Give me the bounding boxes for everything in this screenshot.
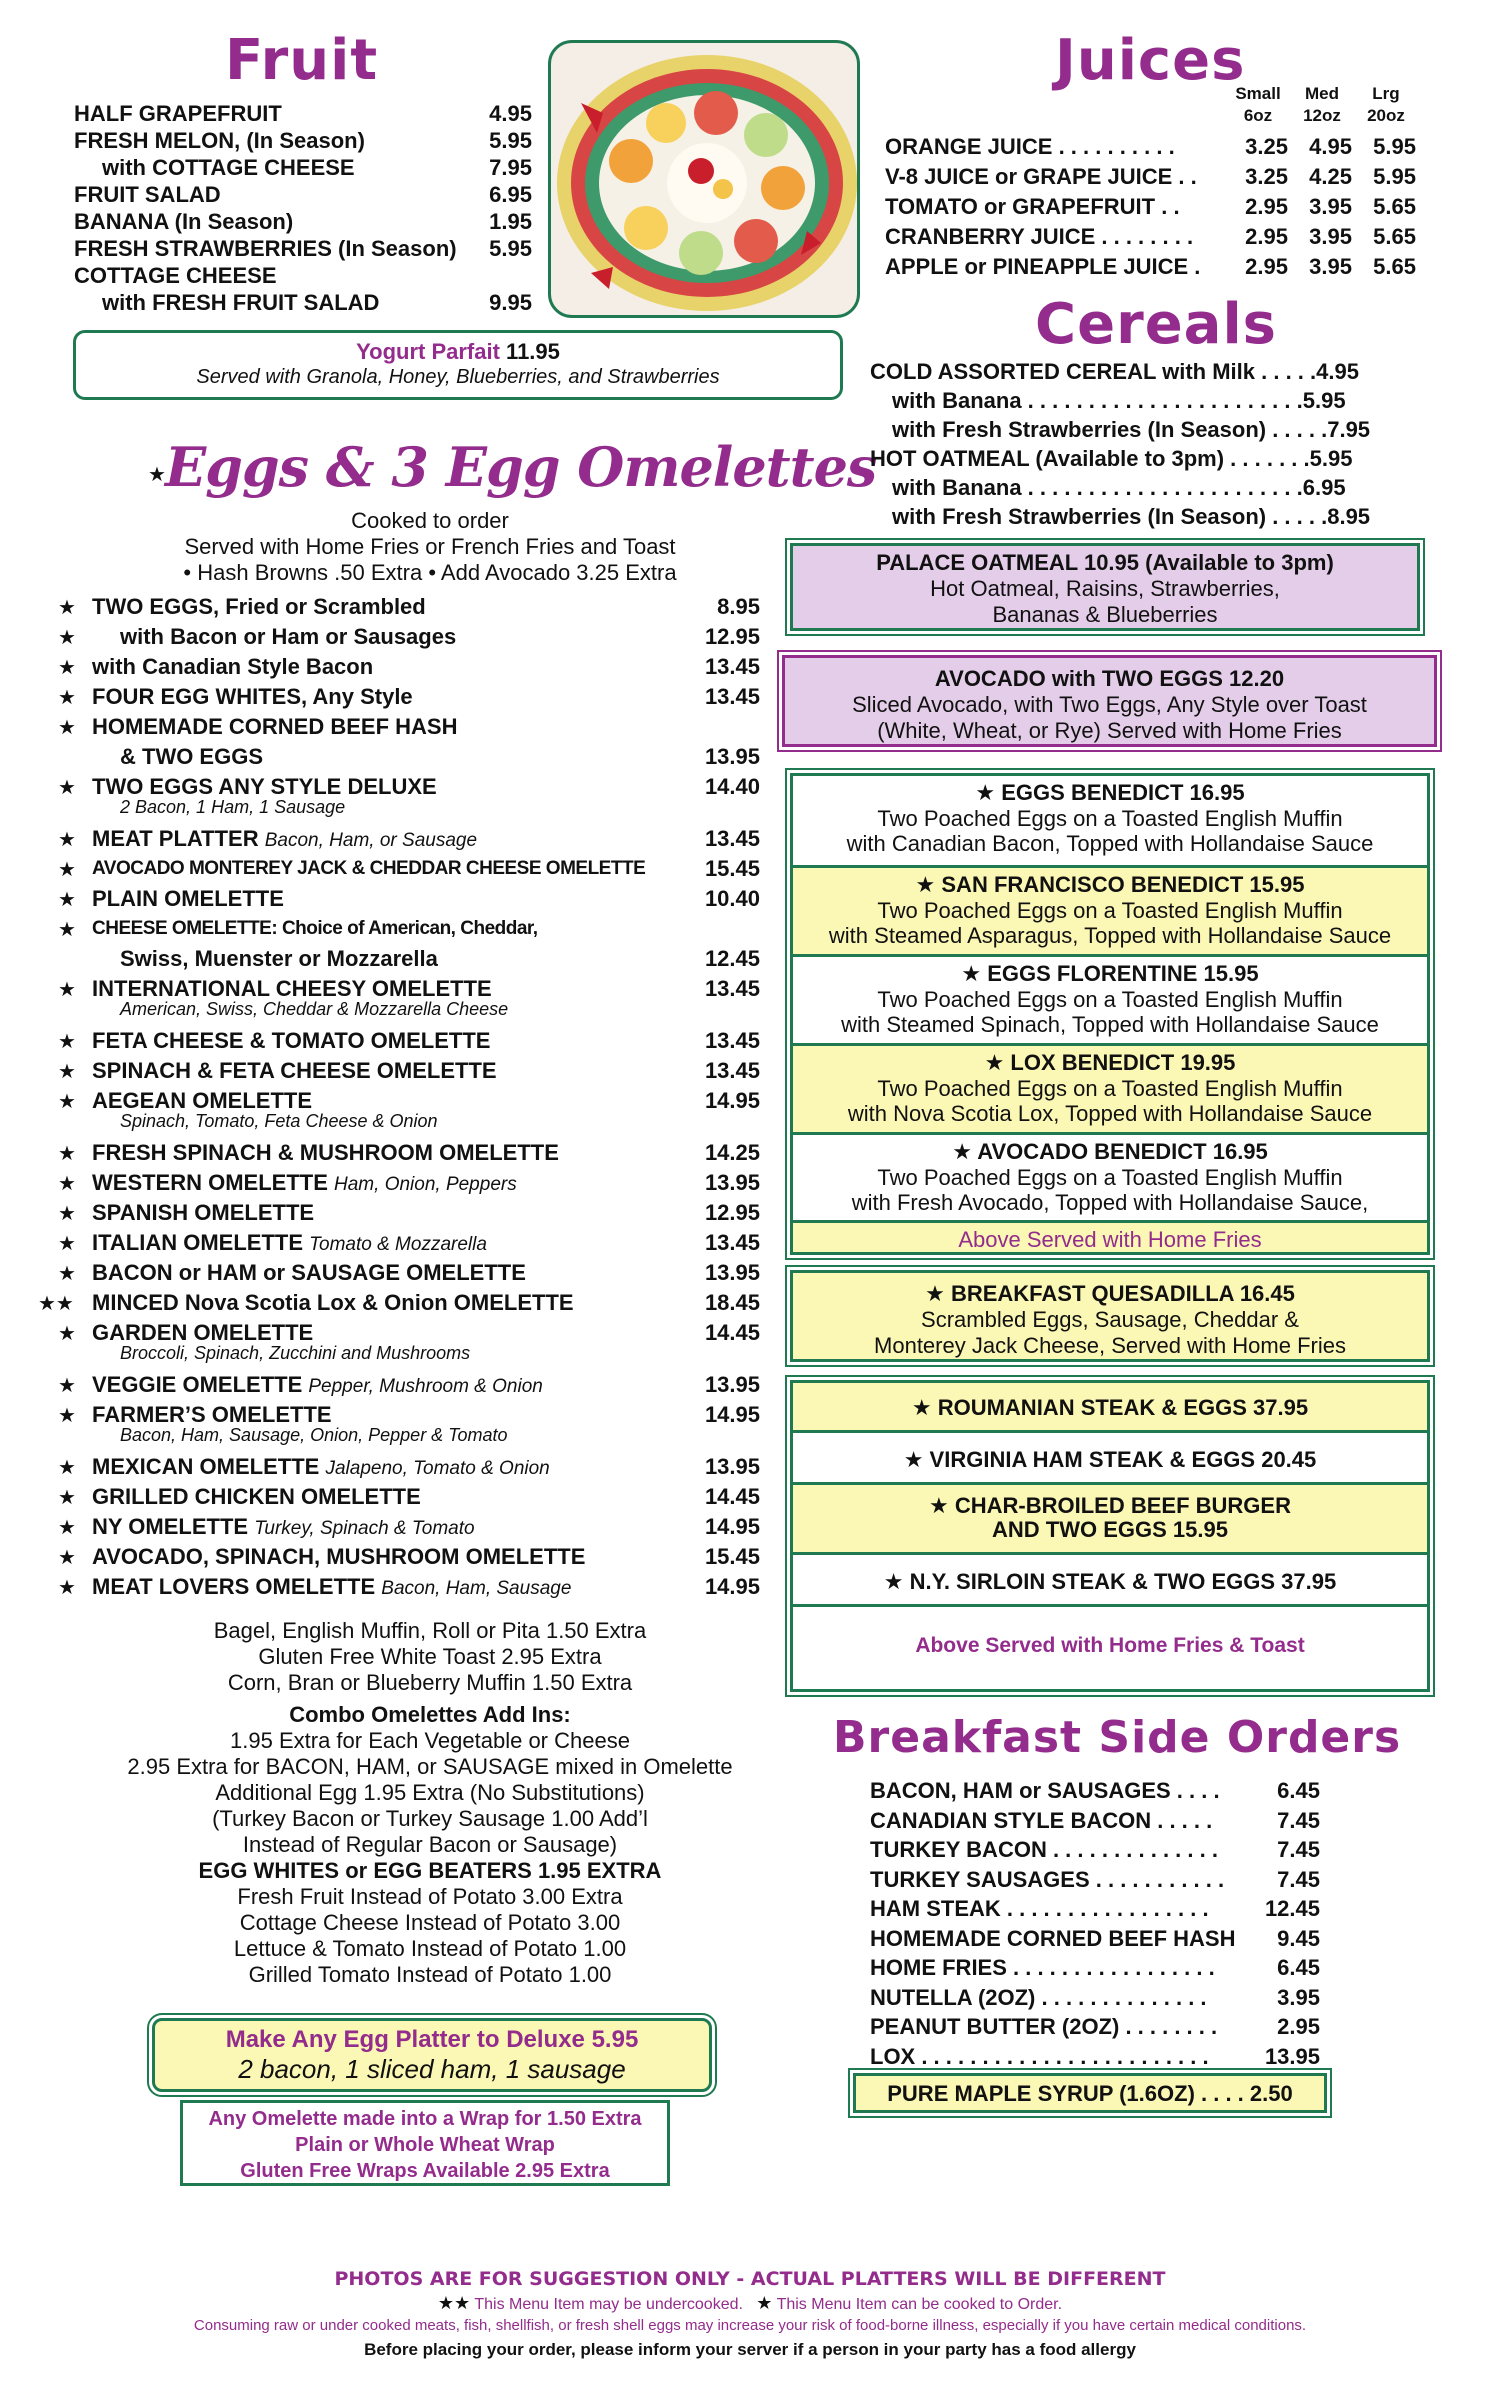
egg-item-sub: 2 Bacon, 1 Ham, 1 Sausage bbox=[120, 797, 346, 817]
footer-photos: PHOTOS ARE FOR SUGGESTION ONLY - ACTUAL PLATTERS WILL BE DIFFERENT bbox=[334, 2268, 1166, 2290]
egg-item bbox=[92, 1289, 574, 1316]
juice-price: 3.95 bbox=[1309, 254, 1352, 279]
egg-star-icon: ★ bbox=[58, 857, 76, 881]
steak-burger-eggs: AND TWO EGGS 15.95 bbox=[992, 1517, 1228, 1542]
side-item-name: HOME FRIES . . . . . . . . . . . . . . . . . bbox=[870, 1955, 1215, 1980]
fruit-item-price: 7.95 bbox=[489, 155, 532, 180]
steak-sirloin: ★ N.Y. SIRLOIN STEAK & TWO EGGS 37.95 bbox=[883, 1569, 1337, 1594]
egg-item bbox=[92, 1139, 559, 1166]
egg-item-price: 13.95 bbox=[704, 1170, 760, 1195]
egg-item-desc: Jalapeno, Tomato & Onion bbox=[325, 1458, 550, 1479]
egg-item-price: 8.95 bbox=[717, 594, 760, 619]
egg-item bbox=[92, 1543, 585, 1570]
egg-item bbox=[92, 1573, 571, 1602]
eggs-served-with: Served with Home Fries or French Fries and Toast bbox=[184, 534, 676, 559]
side-item-price: 13.95 bbox=[1264, 2043, 1320, 2069]
egg-item-price: 12.45 bbox=[704, 946, 760, 971]
benedict-item bbox=[793, 1132, 1427, 1221]
egg-star-icon: ★ bbox=[58, 715, 76, 739]
juice-ounce-label: 6oz bbox=[1243, 106, 1273, 125]
egg-item-price: 14.45 bbox=[704, 1320, 760, 1345]
egg-item bbox=[92, 713, 457, 740]
parfait-box bbox=[73, 330, 843, 400]
egg-item-name: TWO EGGS, Fried or Scrambled bbox=[92, 594, 426, 619]
egg-star-icon: ★ bbox=[58, 1455, 76, 1479]
juice-price: 5.65 bbox=[1373, 224, 1416, 249]
egg-item-price: 14.95 bbox=[704, 1514, 760, 1539]
wrap-line-1: Any Omelette made into a Wrap for 1.50 Extra bbox=[208, 2108, 642, 2130]
egg-star-icon: ★ bbox=[58, 1029, 76, 1053]
egg-item-name: MINCED Nova Scotia Lox & Onion OMELETTE bbox=[92, 1290, 574, 1315]
fruit-item-price: 6.95 bbox=[489, 182, 532, 207]
side-item-name: PEANUT BUTTER (2OZ) . . . . . . . . bbox=[870, 2014, 1218, 2039]
egg-item bbox=[92, 1513, 475, 1542]
juice-name: V-8 JUICE or GRAPE JUICE . . bbox=[885, 164, 1197, 189]
side-item-price: 12.45 bbox=[1264, 1896, 1320, 1921]
egg-star-icon: ★ bbox=[58, 1403, 76, 1427]
footer-star-legend bbox=[0, 2293, 1500, 2314]
benedict-line-2: with Fresh Avocado, Topped with Hollandaise Sauce, bbox=[851, 1190, 1369, 1215]
egg-item-desc: Tomato & Mozzarella bbox=[309, 1234, 487, 1255]
egg-item bbox=[92, 1229, 487, 1258]
side-item-price: 7.45 bbox=[1277, 1837, 1320, 1862]
egg-item-price: 15.45 bbox=[704, 856, 760, 881]
deluxe-box bbox=[152, 2018, 712, 2092]
fruit-item-name: with FRESH FRUIT SALAD bbox=[102, 290, 380, 315]
egg-item bbox=[92, 825, 477, 854]
avocado-eggs-line-2: (White, Wheat, or Rye) Served with Home Fries bbox=[877, 718, 1342, 743]
egg-star-icon: ★ bbox=[58, 1089, 76, 1113]
juice-size-label: Lrg bbox=[1372, 84, 1400, 103]
eggs-cooked-to-order: Cooked to order bbox=[351, 508, 509, 533]
egg-item bbox=[92, 1319, 313, 1346]
juice-price: 5.65 bbox=[1373, 254, 1416, 279]
egg-item-price: 14.25 bbox=[704, 1140, 760, 1165]
juice-ounce-label: 12oz bbox=[1303, 106, 1341, 125]
palace-line-1: Hot Oatmeal, Raisins, Strawberries, bbox=[930, 576, 1280, 601]
steak-roumanian: ★ ROUMANIAN STEAK & EGGS 37.95 bbox=[911, 1395, 1309, 1420]
benedict-line-2: with Steamed Asparagus, Topped with Hollandaise Sauce bbox=[828, 923, 1392, 948]
egg-item-name: Swiss, Muenster or Mozzarella bbox=[120, 946, 438, 971]
parfait-title bbox=[76, 339, 840, 364]
juice-price: 5.95 bbox=[1373, 134, 1416, 159]
fruit-item-price: 5.95 bbox=[489, 236, 532, 261]
fruit-item-name: HALF GRAPEFRUIT bbox=[74, 101, 282, 126]
parfait-name: Yogurt Parfait bbox=[356, 339, 500, 364]
juice-name: APPLE or PINEAPPLE JUICE . bbox=[885, 254, 1201, 279]
fruit-item-price: 9.95 bbox=[489, 290, 532, 315]
substitution-note: Lettuce & Tomato Instead of Potato 1.00 bbox=[233, 1936, 627, 1961]
steak-burger: ★ CHAR-BROILED BEEF BURGER bbox=[929, 1493, 1291, 1518]
egg-item bbox=[92, 915, 538, 942]
egg-item bbox=[92, 1453, 550, 1482]
side-item-price: 7.45 bbox=[1277, 1866, 1320, 1892]
egg-item-name: AEGEAN OMELETTE bbox=[92, 1088, 313, 1113]
benedict-line-1: Two Poached Eggs on a Toasted English Muffin bbox=[877, 806, 1343, 831]
benedicts-box bbox=[790, 773, 1430, 1255]
benedict-item bbox=[793, 776, 1427, 865]
egg-item-name: PLAIN OMELETTE bbox=[92, 886, 284, 911]
egg-item bbox=[92, 1259, 526, 1286]
egg-item-name: BACON or HAM or SAUSAGE OMELETTE bbox=[92, 1260, 526, 1285]
cereals-title: Cereals bbox=[1035, 292, 1277, 357]
combo-note: (Turkey Bacon or Turkey Sausage 1.00 Add’l bbox=[212, 1806, 648, 1831]
egg-star-icon: ★ bbox=[58, 1515, 76, 1539]
egg-star-icon: ★★ bbox=[38, 1291, 74, 1315]
benedict-line-1: Two Poached Eggs on a Toasted English Muffin bbox=[877, 987, 1343, 1012]
quesadilla-line-2: Monterey Jack Cheese, Served with Home Fries bbox=[874, 1333, 1346, 1358]
juice-size-label: Small bbox=[1235, 84, 1281, 103]
egg-item-price: 14.95 bbox=[704, 1402, 760, 1427]
egg-item bbox=[120, 743, 263, 770]
benedict-line-1: Two Poached Eggs on a Toasted English Muffin bbox=[877, 1165, 1343, 1190]
side-item-name: NUTELLA (2OZ) . . . . . . . . . . . . . . bbox=[870, 1984, 1207, 2010]
benedict-item bbox=[793, 865, 1427, 954]
egg-item-name: SPANISH OMELETTE bbox=[92, 1200, 315, 1225]
egg-item bbox=[120, 945, 438, 972]
egg-item-name: FARMER’S OMELETTE bbox=[92, 1402, 332, 1427]
cereal-item: with Banana . . . . . . . . . . . . . . . . . . . . . . .5.95 bbox=[892, 388, 1346, 413]
egg-item bbox=[92, 1371, 543, 1400]
egg-item-price: 13.95 bbox=[704, 744, 760, 769]
egg-item bbox=[92, 683, 413, 710]
benedict-line-2: with Steamed Spinach, Topped with Hollandaise Sauce bbox=[841, 1012, 1379, 1037]
fruit-salad-photo bbox=[548, 40, 860, 318]
egg-item-name: AVOCADO, SPINACH, MUSHROOM OMELETTE bbox=[92, 1544, 586, 1569]
egg-item-price: 13.45 bbox=[704, 684, 760, 709]
fruit-item-name: FRESH STRAWBERRIES (In Season) bbox=[74, 236, 457, 261]
egg-item bbox=[92, 593, 426, 620]
egg-item-name: MEAT LOVERS OMELETTE bbox=[92, 1574, 376, 1599]
egg-item-name: VEGGIE OMELETTE bbox=[92, 1372, 303, 1397]
egg-item-name: MEXICAN OMELETTE bbox=[92, 1454, 320, 1479]
egg-item-price: 13.95 bbox=[704, 1454, 760, 1479]
egg-item bbox=[92, 1199, 314, 1226]
wrap-line-2: Plain or Whole Wheat Wrap bbox=[295, 2134, 555, 2156]
benedict-line-2: with Canadian Bacon, Topped with Hollandaise Sauce bbox=[846, 831, 1374, 856]
steaks-note: Above Served with Home Fries & Toast bbox=[915, 1634, 1305, 1657]
egg-item-name: FETA CHEESE & TOMATO OMELETTE bbox=[92, 1028, 491, 1053]
fruit-item-name: BANANA (In Season) bbox=[74, 209, 294, 234]
egg-star-icon: ★ bbox=[58, 775, 76, 799]
egg-star-icon: ★ bbox=[58, 1261, 76, 1285]
juice-name: ORANGE JUICE . . . . . . . . . . bbox=[885, 134, 1175, 159]
benedict-title: ★ AVOCADO BENEDICT 16.95 bbox=[952, 1139, 1268, 1164]
egg-item-price: 13.95 bbox=[704, 1372, 760, 1397]
juice-price: 3.25 bbox=[1245, 134, 1288, 159]
egg-item-name: FOUR EGG WHITES, Any Style bbox=[92, 684, 413, 709]
egg-item-price: 13.45 bbox=[704, 1058, 760, 1083]
benedict-title: ★ EGGS FLORENTINE 15.95 bbox=[961, 961, 1259, 986]
egg-item bbox=[92, 1169, 517, 1198]
quesadilla-box bbox=[790, 1270, 1430, 1362]
footer-cooked-to-order: This Menu Item can be cooked to Order. bbox=[776, 2296, 1063, 2313]
benedict-line-2: with Nova Scotia Lox, Topped with Hollandaise Sauce bbox=[847, 1101, 1373, 1126]
wrap-line-3: Gluten Free Wraps Available 2.95 Extra bbox=[240, 2160, 610, 2182]
side-item-name: LOX . . . . . . . . . . . . . . . . . . . . . . . . bbox=[870, 2043, 1209, 2069]
side-item-price: 3.95 bbox=[1277, 1984, 1320, 2010]
egg-item-price: 14.95 bbox=[704, 1574, 760, 1599]
maple-syrup: PURE MAPLE SYRUP (1.6OZ) . . . . 2.50 bbox=[887, 2081, 1293, 2106]
palace-title: PALACE OATMEAL 10.95 (Available to 3pm) bbox=[876, 550, 1334, 575]
side-item-price: 6.45 bbox=[1277, 1778, 1320, 1803]
fruit-item-price: 4.95 bbox=[489, 101, 532, 126]
eggs-title: Eggs & 3 Egg Omelettes bbox=[165, 435, 877, 499]
egg-item-price: 14.95 bbox=[704, 1088, 760, 1113]
juice-name: CRANBERRY JUICE . . . . . . . . bbox=[885, 224, 1194, 249]
egg-item-price: 10.40 bbox=[704, 886, 760, 911]
benedict-note: Above Served with Home Fries bbox=[793, 1220, 1427, 1252]
fruit-item-name: with COTTAGE CHEESE bbox=[102, 155, 355, 180]
fruit-item-name: FRUIT SALAD bbox=[74, 182, 221, 207]
egg-item-price: 14.45 bbox=[704, 1484, 760, 1509]
egg-item-price: 12.95 bbox=[704, 624, 760, 649]
egg-star-icon: ★ bbox=[58, 1059, 76, 1083]
juice-price: 3.95 bbox=[1309, 194, 1352, 219]
eggs-title-star: ★ bbox=[148, 462, 166, 486]
egg-item-price: 13.45 bbox=[704, 826, 760, 851]
cereal-item: with Fresh Strawberries (In Season) . . . . .7.95 bbox=[892, 417, 1371, 442]
egg-item-name: NY OMELETTE bbox=[92, 1514, 249, 1539]
substitution-note: Cottage Cheese Instead of Potato 3.00 bbox=[239, 1910, 621, 1935]
fruit-item-name: COTTAGE CHEESE bbox=[74, 263, 277, 288]
cereal-item: with Fresh Strawberries (In Season) . . . . .8.95 bbox=[892, 504, 1371, 529]
deluxe-title: Make Any Egg Platter to Deluxe 5.95 bbox=[225, 2026, 639, 2053]
steaks-box bbox=[790, 1380, 1430, 1692]
egg-item bbox=[92, 1087, 312, 1114]
egg-item-desc: Ham, Onion, Peppers bbox=[334, 1174, 517, 1195]
egg-star-icon: ★ bbox=[58, 1231, 76, 1255]
juice-price: 2.95 bbox=[1245, 254, 1288, 279]
avocado-eggs-line-1: Sliced Avocado, with Two Eggs, Any Style over Toast bbox=[852, 692, 1367, 717]
egg-item bbox=[92, 975, 492, 1002]
egg-item-desc: Turkey, Spinach & Tomato bbox=[254, 1518, 475, 1539]
benedict-line-1: Two Poached Eggs on a Toasted English Muffin bbox=[877, 898, 1343, 923]
egg-item bbox=[92, 1483, 421, 1510]
side-item-name: HAM STEAK . . . . . . . . . . . . . . . . . bbox=[870, 1896, 1209, 1921]
egg-item-name: CHEESE OMELETTE: Choice of American, Cheddar, bbox=[92, 918, 538, 939]
egg-star-icon: ★ bbox=[58, 887, 76, 911]
egg-item-name: FRESH SPINACH & MUSHROOM OMELETTE bbox=[92, 1140, 559, 1165]
egg-item-price: 18.45 bbox=[704, 1290, 760, 1315]
deluxe-desc: 2 bacon, 1 sliced ham, 1 sausage bbox=[238, 2054, 626, 2084]
benedict-title: ★ EGGS BENEDICT 16.95 bbox=[975, 780, 1245, 805]
egg-star-icon: ★ bbox=[58, 1485, 76, 1509]
palace-oatmeal-box bbox=[790, 543, 1420, 631]
egg-star-icon: ★ bbox=[58, 917, 76, 941]
footer-allergy: Before placing your order, please inform your server if a person in your party has a food allergy bbox=[364, 2340, 1136, 2359]
juice-price: 5.65 bbox=[1373, 194, 1416, 219]
egg-star-icon: ★ bbox=[58, 595, 76, 619]
egg-item bbox=[92, 885, 284, 912]
egg-item-price: 13.45 bbox=[704, 1028, 760, 1053]
side-item-name: TURKEY BACON . . . . . . . . . . . . . . bbox=[870, 1837, 1218, 1862]
juice-name: TOMATO or GRAPEFRUIT . . bbox=[885, 194, 1180, 219]
maple-syrup-box bbox=[853, 2073, 1327, 2113]
fruit-item-price: 5.95 bbox=[489, 128, 532, 153]
egg-item-desc: Bacon, Ham, or Sausage bbox=[264, 830, 478, 851]
juice-price: 4.95 bbox=[1309, 134, 1352, 159]
egg-item-name: AVOCADO MONTEREY JACK & CHEDDAR CHEESE OMELETTE bbox=[92, 858, 646, 879]
egg-whites-note: EGG WHITES or EGG BEATERS 1.95 EXTRA bbox=[198, 1858, 662, 1883]
egg-item bbox=[92, 1027, 490, 1054]
egg-item bbox=[92, 773, 437, 800]
steak-virginia-ham: ★ VIRGINIA HAM STEAK & EGGS 20.45 bbox=[903, 1447, 1317, 1472]
side-item-name: TURKEY SAUSAGES . . . . . . . . . . . bbox=[870, 1866, 1225, 1892]
egg-item-name: with Bacon or Ham or Sausages bbox=[120, 624, 457, 649]
egg-item-sub: American, Swiss, Cheddar & Mozzarella Cheese bbox=[120, 999, 509, 1019]
side-item-name: HOMEMADE CORNED BEEF HASH bbox=[870, 1925, 1236, 1951]
benedict-item bbox=[793, 1043, 1427, 1132]
egg-item bbox=[92, 1057, 497, 1084]
egg-item-desc: Pepper, Mushroom & Onion bbox=[308, 1376, 543, 1397]
egg-item-price: 13.45 bbox=[704, 1230, 760, 1255]
juice-price: 5.95 bbox=[1373, 164, 1416, 189]
juice-price: 3.25 bbox=[1245, 164, 1288, 189]
egg-item-price: 13.45 bbox=[704, 976, 760, 1001]
quesadilla-title: ★ BREAKFAST QUESADILLA 16.45 bbox=[925, 1281, 1295, 1306]
egg-star-icon: ★ bbox=[58, 1141, 76, 1165]
egg-item-price: 13.45 bbox=[704, 654, 760, 679]
egg-item bbox=[92, 653, 373, 680]
benedict-title: ★ LOX BENEDICT 19.95 bbox=[984, 1050, 1236, 1075]
egg-item-name: MEAT PLATTER bbox=[92, 826, 259, 851]
benedict-title: ★ SAN FRANCISCO BENEDICT 15.95 bbox=[915, 872, 1305, 897]
eggs-extras: • Hash Browns .50 Extra • Add Avocado 3.25 Extra bbox=[183, 560, 677, 585]
egg-item bbox=[92, 1401, 332, 1428]
juice-size-label: Med bbox=[1305, 84, 1339, 103]
egg-star-icon: ★ bbox=[58, 625, 76, 649]
egg-item-name: ITALIAN OMELETTE bbox=[92, 1230, 304, 1255]
egg-star-icon: ★ bbox=[58, 1171, 76, 1195]
combo-note: 2.95 Extra for BACON, HAM, or SAUSAGE mixed in Omelette bbox=[127, 1754, 733, 1779]
egg-star-icon: ★ bbox=[58, 1201, 76, 1225]
parfait-price: 11.95 bbox=[506, 339, 560, 364]
combo-note: Additional Egg 1.95 Extra (No Substitutions) bbox=[215, 1780, 645, 1805]
side-item-price: 9.45 bbox=[1277, 1925, 1320, 1951]
benedict-line-1: Two Poached Eggs on a Toasted English Muffin bbox=[877, 1076, 1343, 1101]
egg-star-icon: ★ bbox=[58, 1575, 76, 1599]
juices-title: Juices bbox=[1055, 28, 1246, 93]
egg-extra-note: Bagel, English Muffin, Roll or Pita 1.50 Extra bbox=[213, 1618, 647, 1643]
juice-price: 2.95 bbox=[1245, 194, 1288, 219]
egg-star-icon: ★ bbox=[58, 827, 76, 851]
egg-item-desc: Bacon, Ham, Sausage bbox=[381, 1578, 572, 1599]
benedict-item bbox=[793, 954, 1427, 1043]
egg-item-name: GARDEN OMELETTE bbox=[92, 1320, 314, 1345]
egg-item-name: SPINACH & FETA CHEESE OMELETTE bbox=[92, 1058, 497, 1083]
side-item-price: 6.45 bbox=[1277, 1955, 1320, 1980]
juice-price: 4.25 bbox=[1309, 164, 1352, 189]
combo-note: Instead of Regular Bacon or Sausage) bbox=[242, 1832, 618, 1857]
egg-extra-note: Corn, Bran or Blueberry Muffin 1.50 Extra bbox=[227, 1670, 633, 1695]
egg-item-sub: Broccoli, Spinach, Zucchini and Mushrooms bbox=[120, 1343, 471, 1363]
cereal-item: with Banana . . . . . . . . . . . . . . . . . . . . . . .6.95 bbox=[892, 475, 1346, 500]
substitution-note: Fresh Fruit Instead of Potato 3.00 Extra bbox=[237, 1884, 623, 1909]
combo-note: 1.95 Extra for Each Vegetable or Cheese bbox=[230, 1728, 630, 1753]
footer-raw-warning: Consuming raw or under cooked meats, fish, shellfish, or fresh shell eggs may increase your risk of food-borne illness, especially if you have certain medical conditions. bbox=[193, 2317, 1307, 2334]
footer-undercooked: This Menu Item may be undercooked. bbox=[474, 2296, 743, 2313]
egg-extra-note: Gluten Free White Toast 2.95 Extra bbox=[258, 1644, 602, 1669]
egg-star-icon: ★ bbox=[58, 1545, 76, 1569]
fruit-item-name: FRESH MELON, (In Season) bbox=[74, 128, 365, 153]
egg-item-name: INTERNATIONAL CHEESY OMELETTE bbox=[92, 976, 492, 1001]
side-item-name: BACON, HAM or SAUSAGES . . . . bbox=[870, 1778, 1220, 1803]
substitution-note: Grilled Tomato Instead of Potato 1.00 bbox=[248, 1962, 612, 1987]
egg-item-name: TWO EGGS ANY STYLE DELUXE bbox=[92, 774, 437, 799]
egg-item-name: GRILLED CHICKEN OMELETTE bbox=[92, 1484, 421, 1509]
wrap-box bbox=[180, 2100, 670, 2186]
two-star-icon: ★★ bbox=[437, 2293, 471, 2313]
cereal-item: COLD ASSORTED CEREAL with Milk . . . . .4.95 bbox=[870, 359, 1359, 384]
avocado-eggs-box bbox=[782, 655, 1437, 747]
side-item-name: CANADIAN STYLE BACON . . . . . bbox=[870, 1807, 1213, 1833]
side-item-price: 7.45 bbox=[1277, 1807, 1320, 1833]
parfait-description: Served with Granola, Honey, Blueberries, and Strawberries bbox=[196, 366, 720, 388]
side-item-price: 2.95 bbox=[1277, 2014, 1320, 2039]
egg-item-name: & TWO EGGS bbox=[120, 744, 263, 769]
juice-price: 2.95 bbox=[1245, 224, 1288, 249]
egg-item-sub: Bacon, Ham, Sausage, Onion, Pepper & Tomato bbox=[120, 1425, 508, 1445]
egg-item bbox=[92, 855, 645, 882]
avocado-eggs-title: AVOCADO with TWO EGGS 12.20 bbox=[934, 666, 1285, 691]
egg-item-sub: Spinach, Tomato, Feta Cheese & Onion bbox=[120, 1111, 438, 1131]
sides-title: Breakfast Side Orders bbox=[833, 1712, 1402, 1763]
palace-line-2: Bananas & Blueberries bbox=[992, 602, 1218, 627]
egg-star-icon: ★ bbox=[58, 977, 76, 1001]
egg-item-price: 12.95 bbox=[704, 1200, 760, 1225]
juice-ounce-label: 20oz bbox=[1367, 106, 1405, 125]
egg-star-icon: ★ bbox=[58, 1373, 76, 1397]
combo-title: Combo Omelettes Add Ins: bbox=[289, 1702, 571, 1727]
egg-item bbox=[120, 623, 456, 650]
egg-item-price: 13.95 bbox=[704, 1260, 760, 1285]
egg-item-name: WESTERN OMELETTE bbox=[92, 1170, 328, 1195]
fruit-title: Fruit bbox=[225, 28, 379, 93]
egg-item-name: HOMEMADE CORNED BEEF HASH bbox=[92, 714, 458, 739]
star-icon: ★ bbox=[756, 2293, 773, 2313]
juice-price: 3.95 bbox=[1309, 224, 1352, 249]
quesadilla-line-1: Scrambled Eggs, Sausage, Cheddar & bbox=[921, 1307, 1299, 1332]
egg-item-name: with Canadian Style Bacon bbox=[92, 654, 374, 679]
cereal-item: HOT OATMEAL (Available to 3pm) . . . . . . .5.95 bbox=[870, 446, 1353, 471]
fruit-item-price: 1.95 bbox=[489, 209, 532, 234]
egg-star-icon: ★ bbox=[58, 1321, 76, 1345]
egg-star-icon: ★ bbox=[58, 655, 76, 679]
egg-item-price: 15.45 bbox=[704, 1544, 760, 1569]
egg-star-icon: ★ bbox=[58, 685, 76, 709]
egg-item-price: 14.40 bbox=[704, 774, 760, 799]
